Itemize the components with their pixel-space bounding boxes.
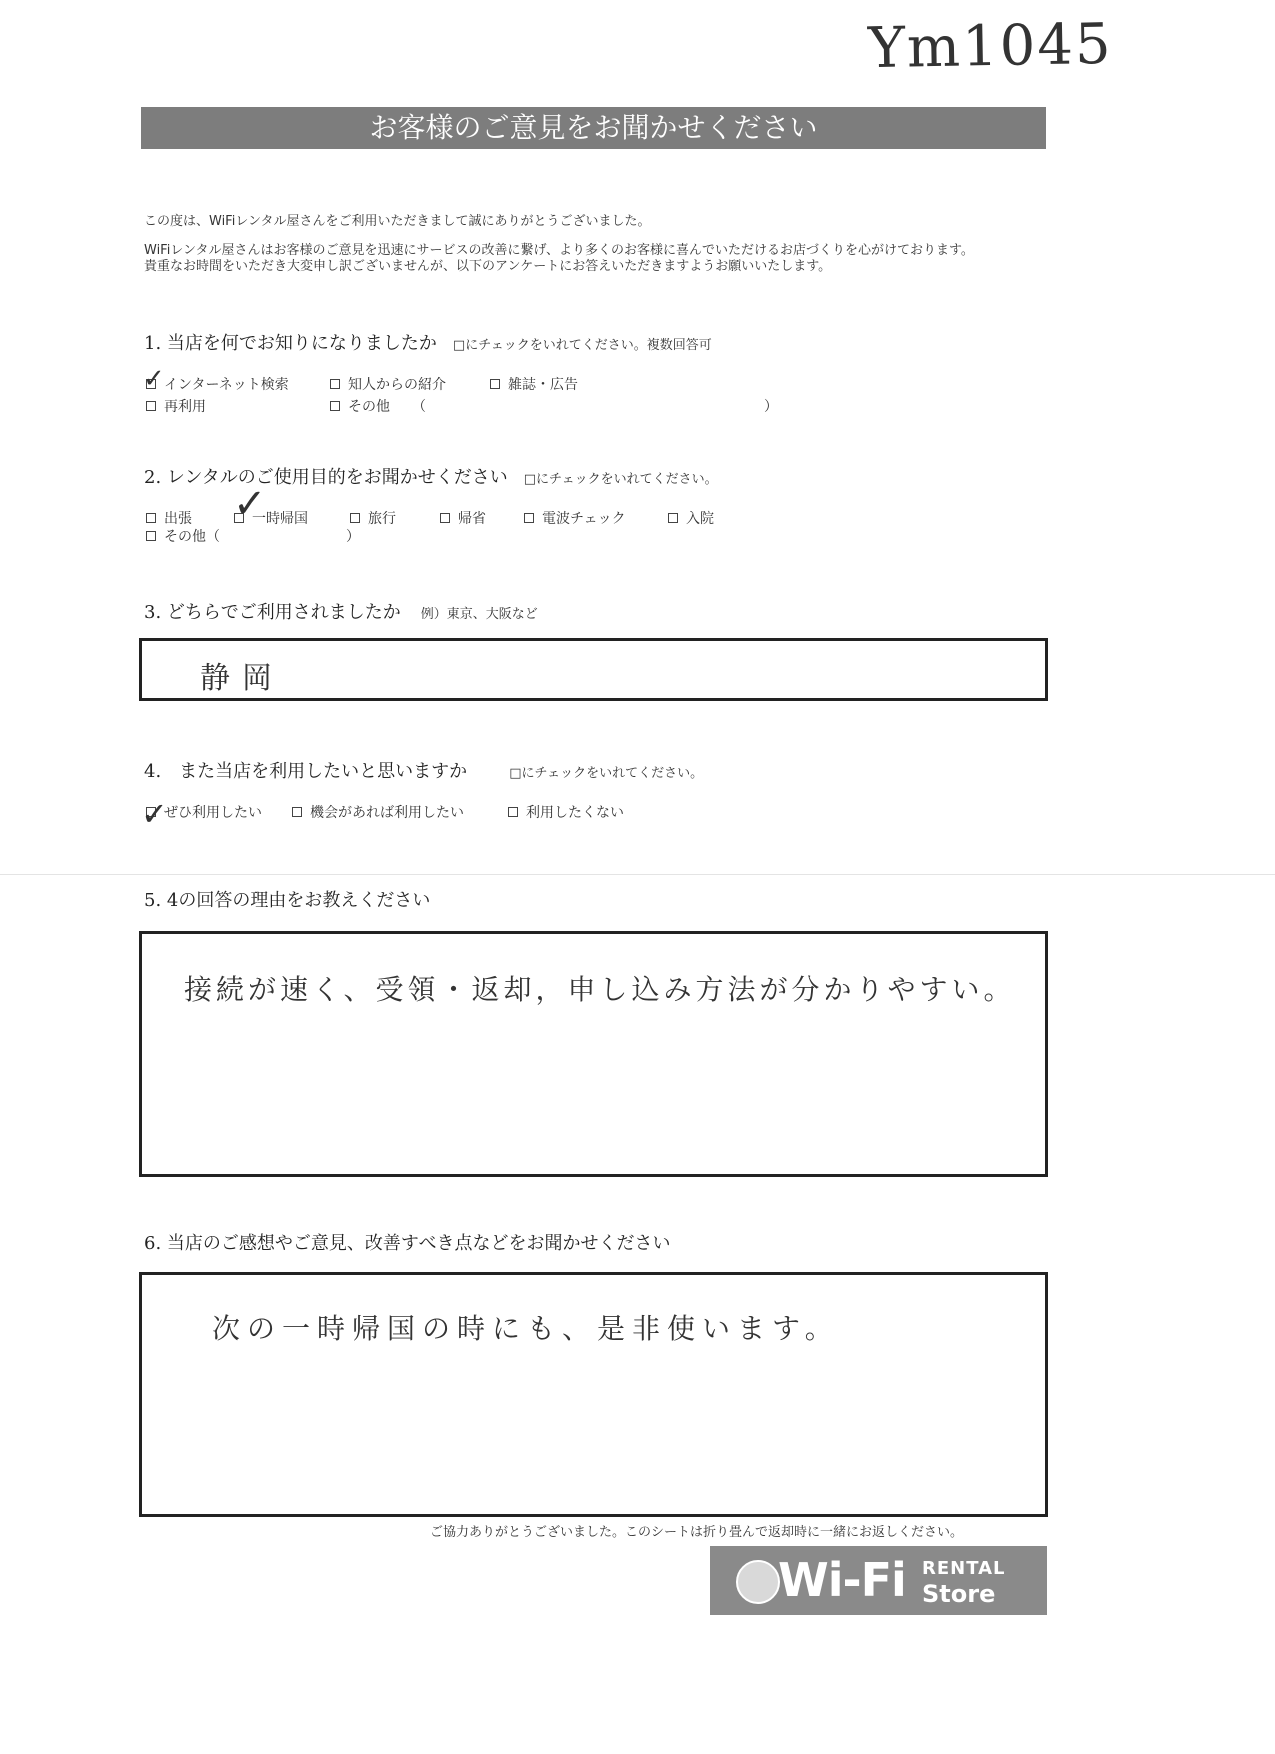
q1-option-internet-search[interactable] — [143, 364, 289, 394]
check-mark-icon: ✓ — [141, 795, 168, 833]
intro-line-1: この度は、WiFiレンタル屋さんをご利用いただきまして誠にありがとうございました。 — [144, 214, 651, 229]
question-4-hint: □にチェックをいれてください。 — [509, 766, 704, 781]
question-5 — [144, 886, 430, 912]
question-2-label: 2. レンタルのご使用目的をお聞かせください — [144, 467, 508, 488]
checkbox[interactable] — [146, 513, 156, 523]
checkbox[interactable] — [440, 513, 450, 523]
option-label: 電波チェック — [542, 511, 626, 527]
q4-option-definitely[interactable] — [141, 795, 262, 833]
handwritten-document-id: Ym1045 — [867, 11, 1114, 82]
question-5-label: 5. 4の回答の理由をお教えください — [144, 890, 431, 911]
question-2 — [144, 463, 718, 489]
intro-line-3: 貴重なお時間をいただき大変申し訳ございませんが、以下のアンケートにお答えいただきますようお願いいたします。 — [144, 259, 832, 274]
q4-option-if-opportunity[interactable] — [292, 802, 464, 822]
checkbox[interactable] — [330, 379, 340, 389]
question-6 — [144, 1229, 671, 1255]
feedback-answer-box[interactable] — [139, 1272, 1048, 1517]
question-2-hint: □にチェックをいれてください。 — [523, 472, 718, 487]
q2-option-temporary-return[interactable] — [233, 481, 308, 528]
option-label: 帰省 — [458, 511, 486, 527]
question-6-label: 6. 当店のご感想やご意見、改善すべき点などをお聞かせください — [144, 1233, 671, 1254]
checkbox[interactable] — [143, 364, 165, 394]
checkbox[interactable] — [146, 531, 156, 541]
q1-option-magazine-ad[interactable] — [490, 374, 578, 394]
option-label: 旅行 — [368, 511, 396, 527]
checkbox[interactable] — [668, 513, 678, 523]
wifi-rental-store-logo — [710, 1546, 1047, 1615]
page-title: お客様のご意見をお聞かせください — [141, 107, 1046, 149]
feedback-answer-handwriting: 次の一時帰国の時にも、是非使います。 — [212, 1312, 840, 1345]
option-label: 知人からの紹介 — [348, 377, 446, 393]
option-label: インターネット検索 — [164, 377, 289, 393]
q2-option-homecoming[interactable] — [440, 508, 486, 528]
q1-option-reuse[interactable] — [146, 396, 206, 416]
q1-option-other[interactable] — [330, 396, 426, 416]
q1-other-close-paren: ） — [764, 399, 778, 415]
option-label: 再利用 — [164, 399, 206, 415]
question-4-label: 4. また当店を利用したいと思いますか — [144, 761, 468, 782]
option-label: 機会があれば利用したい — [310, 805, 464, 821]
checkbox[interactable] — [141, 795, 168, 833]
option-label: 入院 — [686, 511, 714, 527]
option-label: その他（ — [164, 529, 220, 545]
q2-option-other[interactable] — [146, 526, 220, 546]
reason-answer-handwriting: 接続が速く、受領・返却，申し込み方法が分かりやすい。 — [184, 973, 1016, 1006]
q1-option-referral[interactable] — [330, 374, 446, 394]
checkbox[interactable] — [490, 379, 500, 389]
checkbox[interactable] — [330, 401, 340, 411]
checkbox[interactable] — [146, 401, 156, 411]
question-3-label: 3. どちらでご利用されましたか — [144, 602, 401, 623]
open-paren: （ — [412, 399, 426, 415]
q2-option-signal-check[interactable] — [524, 508, 626, 528]
q2-option-business-trip[interactable] — [146, 508, 192, 528]
q2-option-travel[interactable] — [350, 508, 396, 528]
question-3 — [144, 598, 538, 624]
logo-wifi-text: Wi-Fi — [778, 1553, 906, 1607]
location-answer-handwriting: 静岡 — [200, 661, 284, 696]
check-mark-icon: ✓ — [233, 481, 267, 527]
q2-other-close-paren: ） — [346, 529, 360, 545]
footer-note: ご協力ありがとうございました。このシートは折り畳んで返却時に一緒にお返しください。 — [430, 1525, 964, 1540]
location-answer-box[interactable] — [139, 638, 1048, 701]
checkbox[interactable] — [524, 513, 534, 523]
option-label: ぜひ利用したい — [164, 805, 262, 821]
question-1-label: 1. 当店を何でお知りになりましたか — [144, 333, 437, 354]
question-1 — [144, 329, 712, 355]
q2-option-hospital[interactable] — [668, 508, 714, 528]
option-label: 出張 — [164, 511, 192, 527]
checkbox[interactable] — [233, 481, 267, 527]
intro-line-2: WiFiレンタル屋さんはお客様のご意見を迅速にサービスの改善に繋げ、より多くのお客様に喜んでいただけるお店づくりを心がけております。 — [144, 243, 974, 258]
question-4 — [144, 757, 703, 783]
checkbox[interactable] — [508, 807, 518, 817]
reason-answer-box[interactable] — [139, 931, 1048, 1177]
option-label: 雑誌・広告 — [508, 377, 578, 393]
q4-option-no[interactable] — [508, 802, 624, 822]
fold-line-divider — [0, 874, 1275, 875]
option-label: その他 — [348, 399, 390, 415]
checkbox[interactable] — [292, 807, 302, 817]
check-mark-icon: ✓ — [143, 364, 165, 394]
checkbox[interactable] — [350, 513, 360, 523]
question-3-hint: 例）東京、大阪など — [420, 607, 538, 622]
mascot-icon — [736, 1560, 780, 1604]
question-1-hint: □にチェックをいれてください。複数回答可 — [452, 338, 712, 353]
option-label: 利用したくない — [526, 805, 624, 821]
option-label: 一時帰国 — [252, 511, 308, 527]
logo-store-text: Store — [922, 1580, 996, 1608]
logo-rental-text: RENTAL — [922, 1558, 1006, 1579]
